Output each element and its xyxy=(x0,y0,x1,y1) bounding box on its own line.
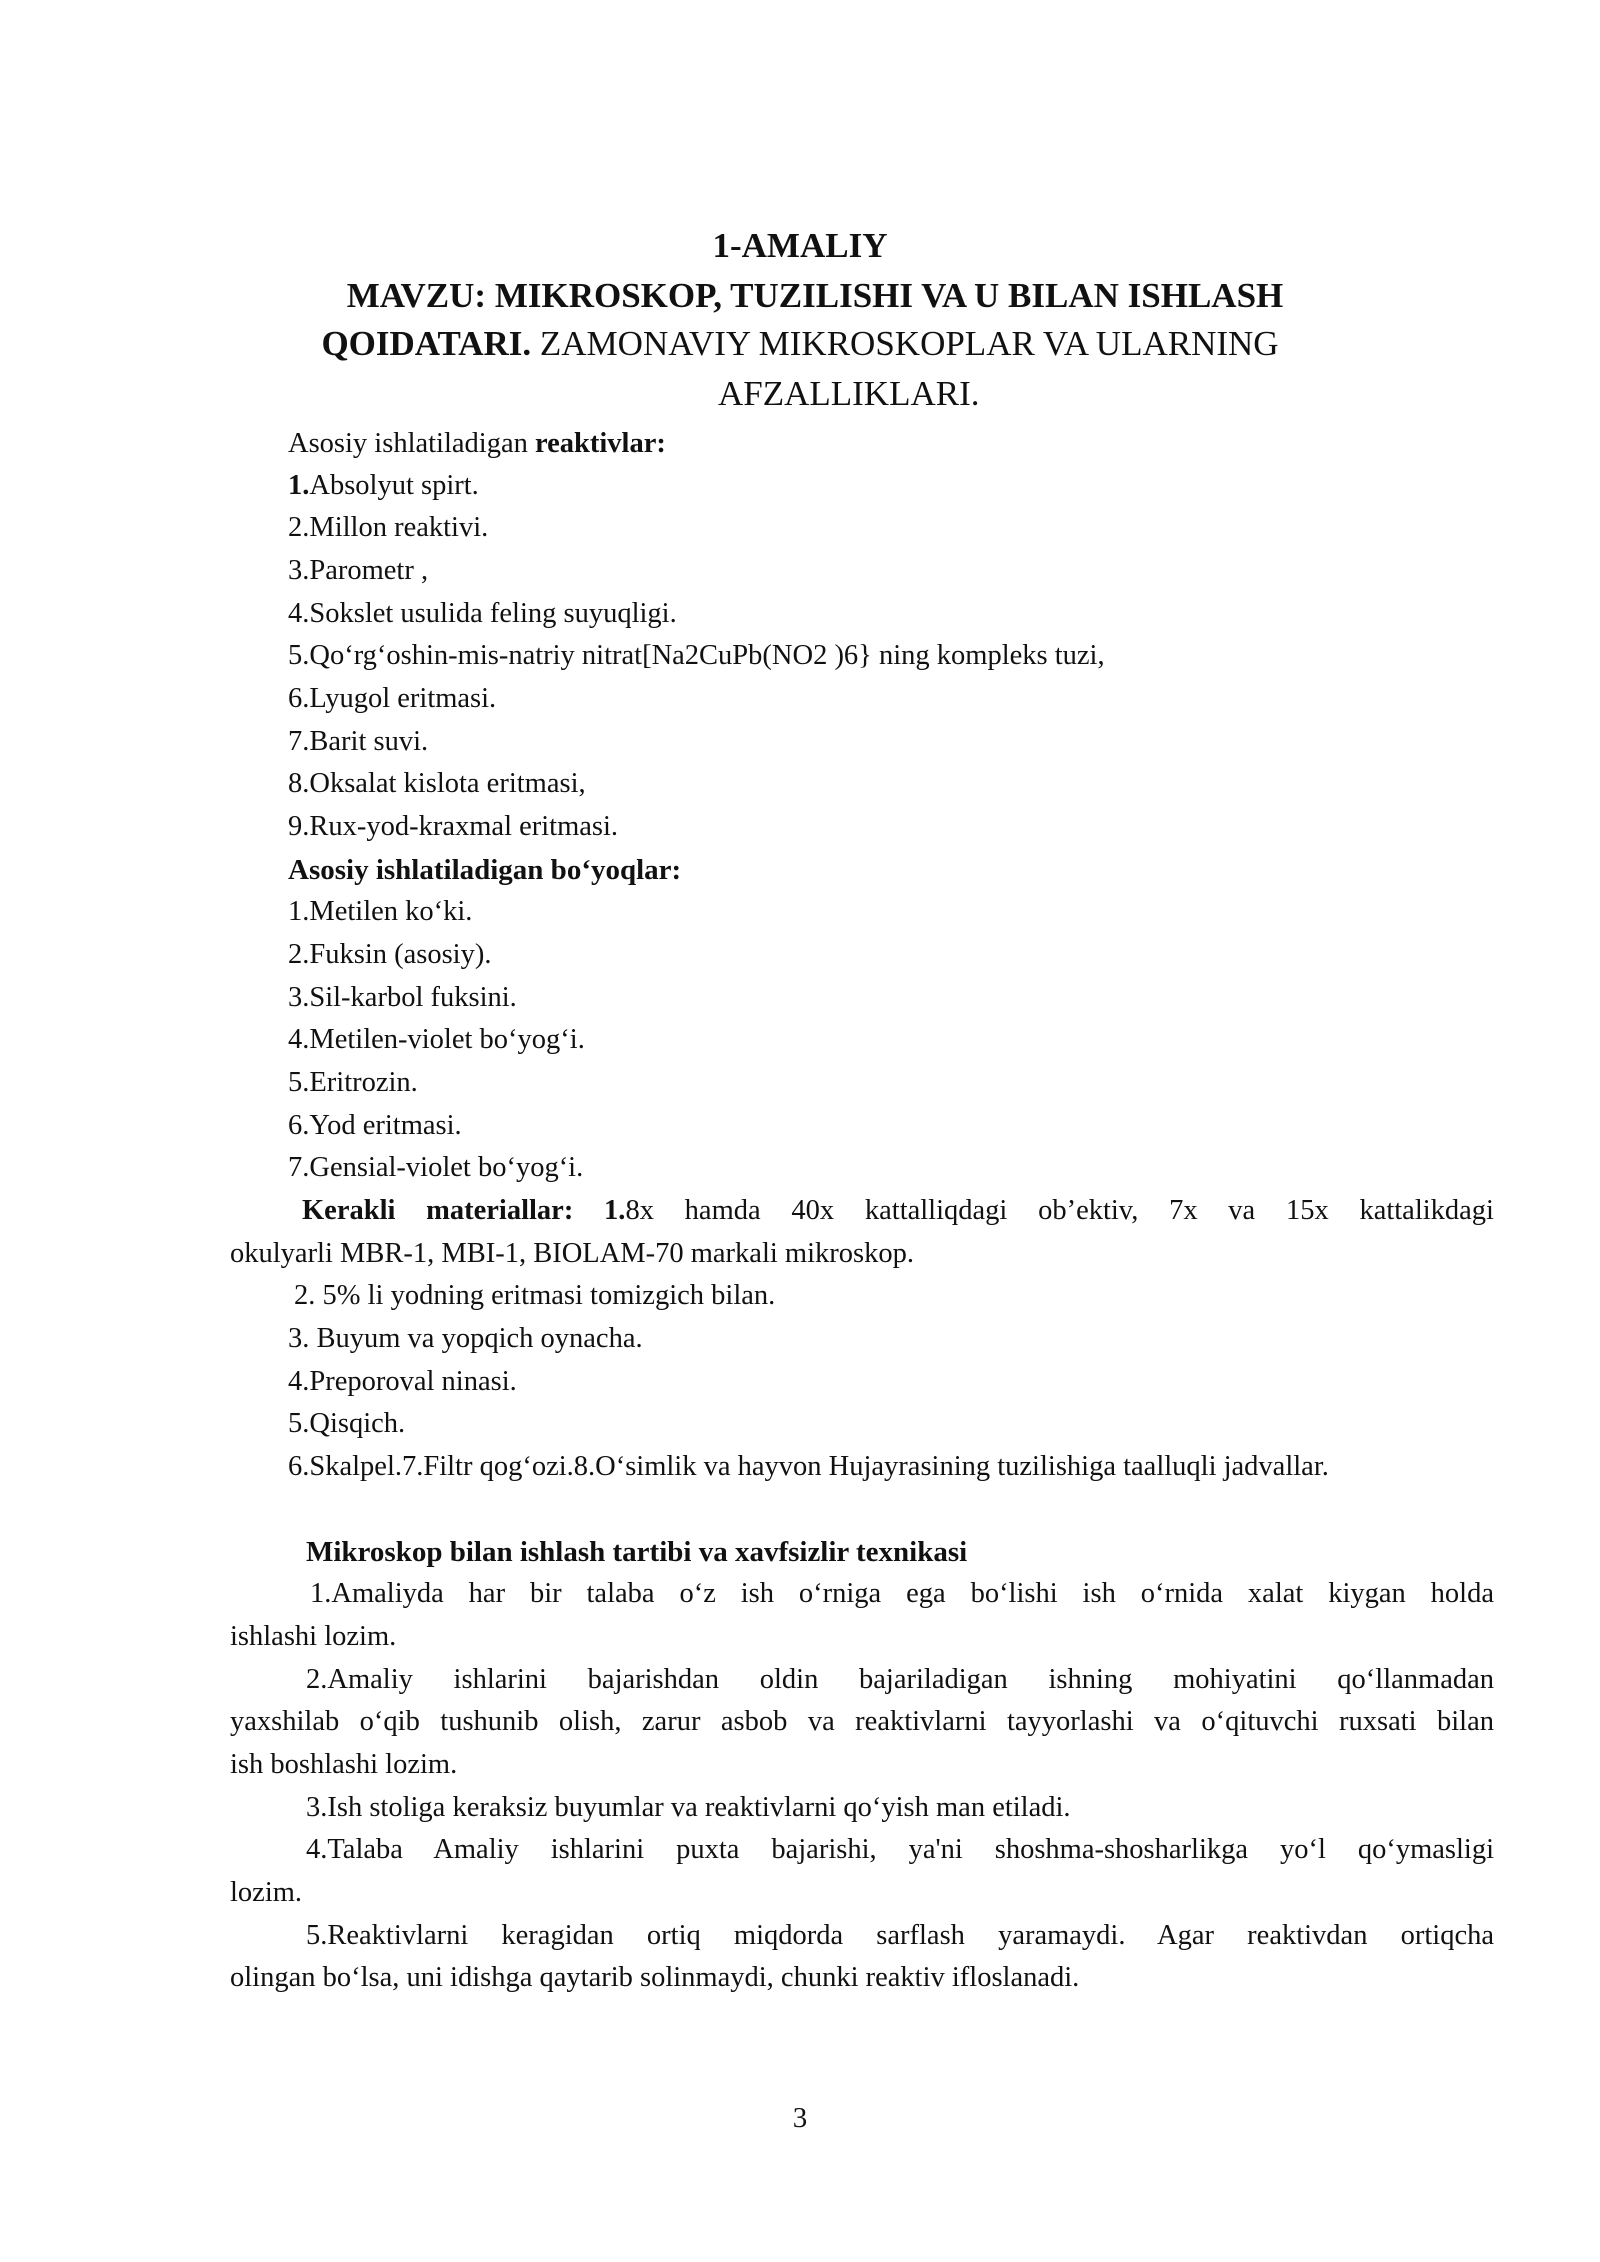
safety-paragraph-1-line-1: 1.Amaliyda har bir talaba o‘z ish o‘rniga ega bo‘lishi ish o‘rnida xalat kiygan holda xyxy=(310,1578,1494,1609)
reagent-item: 3.Parometr , xyxy=(288,555,429,586)
reagent-item-1-text: Absolyut spirt. xyxy=(309,470,479,501)
practical-number: 1-AMALIY xyxy=(712,226,888,265)
material-item: 6.Skalpel.7.Filtr qog‘ozi.8.O‘simlik va hayvon Hujayrasining tuzilishiga taalluqli jadvallar. xyxy=(288,1451,1329,1482)
page-number: 3 xyxy=(792,2102,808,2134)
reagent-item: 6.Lyugol eritmasi. xyxy=(288,683,497,714)
reagents-intro xyxy=(288,430,666,459)
topic-title-line-1: MAVZU: MIKROSKOP, TUZILISHI VA U BILAN ISHLASH xyxy=(346,276,1284,315)
reagent-item: 2.Millon reaktivi. xyxy=(288,512,489,543)
dye-item: 6.Yod eritmasi. xyxy=(288,1110,462,1141)
material-item: 2. 5% li yodning eritmasi tomizgich bilan. xyxy=(294,1280,776,1311)
reagent-item: 5.Qo‘rg‘oshin-mis-natriy nitrat[Na2CuPb(NO2 )6} ning kompleks tuzi, xyxy=(288,640,1105,671)
dye-item: 5.Eritrozin. xyxy=(288,1067,418,1098)
safety-heading: Mikroskop bilan ishlash tartibi va xavfsizlir texnikasi xyxy=(306,1536,968,1568)
dye-item: 4.Metilen-violet bo‘yog‘i. xyxy=(288,1024,585,1055)
materials-label: Kerakli materiallar: 1. xyxy=(302,1195,626,1226)
safety-paragraph-1-line-2: ishlashi lozim. xyxy=(230,1621,397,1652)
materials-line-1 xyxy=(302,1197,1494,1226)
topic-title-rest: ZAMONAVIY MIKROSKOPLAR VA ULARNING xyxy=(531,324,1279,363)
safety-paragraph-3: 3.Ish stoliga keraksiz buyumlar va reaktivlarni qo‘yish man etiladi. xyxy=(306,1792,1071,1823)
dye-item: 1.Metilen ko‘ki. xyxy=(288,896,473,927)
materials-line-1-text: 8x hamda 40x kattalliqdagi ob’ektiv, 7x va 15x kattalikdagi xyxy=(625,1195,1494,1226)
safety-paragraph-2-line-3: ish boshlashi lozim. xyxy=(230,1749,458,1780)
materials-line-2: okulyarli MBR-1, MBI-1, BIOLAM-70 markali mikroskop. xyxy=(230,1238,914,1269)
topic-title-bold-part: QOIDATARI. xyxy=(321,324,532,363)
reagent-item: 9.Rux-yod-kraxmal eritmasi. xyxy=(288,811,619,842)
dye-item: 2.Fuksin (asosiy). xyxy=(288,939,492,970)
reagents-intro-text: Asosiy ishlatiladigan xyxy=(288,428,535,459)
dye-item: 3.Sil-karbol fuksini. xyxy=(288,982,517,1013)
safety-paragraph-5-line-1: 5.Reaktivlarni keragidan ortiq miqdorda sarflash yaramaydi. Agar reaktivdan ortiqcha xyxy=(306,1920,1494,1951)
reagent-item: 4.Sokslet usulida feling suyuqligi. xyxy=(288,598,677,629)
reagent-item: 7.Barit suvi. xyxy=(288,726,429,757)
dye-item: 7.Gensial-violet bo‘yog‘i. xyxy=(288,1152,584,1183)
topic-title-line-3: AFZALLIKLARI. xyxy=(718,374,980,413)
material-item: 3. Buyum va yopqich oynacha. xyxy=(288,1323,643,1354)
topic-title-line-2 xyxy=(0,326,1600,361)
safety-paragraph-2-line-1: 2.Amaliy ishlarini bajarishdan oldin bajariladigan ishning mohiyatini qo‘llanmadan xyxy=(306,1664,1494,1695)
safety-paragraph-4-line-2: lozim. xyxy=(230,1877,303,1908)
reagent-item-1-number: 1. xyxy=(288,470,310,501)
material-item: 4.Preporoval ninasi. xyxy=(288,1366,517,1397)
material-item: 5.Qisqich. xyxy=(288,1408,406,1439)
reagents-intro-bold: reaktivlar: xyxy=(534,428,666,459)
dyes-heading: Asosiy ishlatiladigan bo‘yoqlar: xyxy=(288,854,682,886)
reagent-item: 8.Oksalat kislota eritmasi, xyxy=(288,768,586,799)
safety-paragraph-4-line-1: 4.Talaba Amaliy ishlarini puxta bajarishi, ya'ni shoshma-shosharlikga yo‘l qo‘ymasligi xyxy=(306,1834,1494,1865)
reagent-item-1 xyxy=(288,472,479,501)
safety-paragraph-5-line-2: olingan bo‘lsa, uni idishga qaytarib solinmaydi, chunki reaktiv ifloslanadi. xyxy=(230,1962,1080,1993)
safety-paragraph-2-line-2: yaxshilab o‘qib tushunib olish, zarur asbob va reaktivlarni tayyorlashi va o‘qituvchi ruxsati bilan xyxy=(230,1706,1494,1737)
